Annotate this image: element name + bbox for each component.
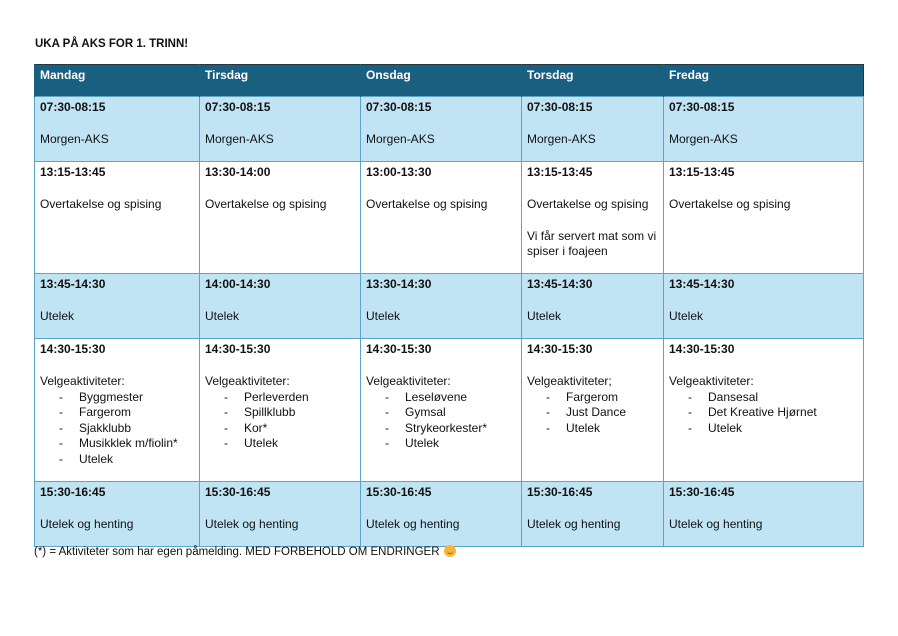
activity-label: Velgeaktiviteter; xyxy=(527,374,612,388)
table-row-elective-activities xyxy=(35,339,864,482)
list-item: - Sjakklubb xyxy=(40,421,194,437)
time-slot: 14:00-14:30 xyxy=(205,277,271,291)
time-slot: 07:30-08:15 xyxy=(669,100,735,114)
time-slot: 14:30-15:30 xyxy=(669,342,735,356)
time-slot: 13:45-14:30 xyxy=(527,277,593,291)
schedule-cell xyxy=(200,162,361,274)
activity-label: Utelek og henting xyxy=(40,517,134,531)
time-slot: 14:30-15:30 xyxy=(366,342,432,356)
list-item: - Utelek xyxy=(669,421,858,437)
list-item: - Leseløvene xyxy=(366,390,516,406)
schedule-cell xyxy=(361,274,522,339)
schedule-cell xyxy=(361,339,522,482)
lunch-note: Vi får servert mat som vi spiser i foajeen xyxy=(527,228,657,258)
day-header-wednesday: Onsdag xyxy=(361,65,522,97)
schedule-cell xyxy=(35,97,200,162)
day-header-friday: Fredag xyxy=(664,65,864,97)
activity-label: Utelek og henting xyxy=(669,517,763,531)
schedule-cell xyxy=(35,274,200,339)
activity-label: Velgeaktiviteter: xyxy=(366,374,451,388)
footnote-text: (*) = Aktiviteter som har egen påmelding. MED FORBEHOLD OM ENDRINGER xyxy=(34,546,440,558)
time-slot: 13:15-13:45 xyxy=(527,165,593,179)
activity-list xyxy=(669,390,858,437)
schedule-cell xyxy=(35,482,200,547)
schedule-cell xyxy=(522,97,664,162)
activity-label: Utelek og henting xyxy=(366,517,460,531)
list-item: - Perleverden xyxy=(205,390,355,406)
table-row-pickup xyxy=(35,482,864,547)
list-item: - Spillklubb xyxy=(205,405,355,421)
activity-label: Utelek xyxy=(527,309,562,323)
time-slot: 15:30-16:45 xyxy=(669,485,735,499)
list-item: - Kor* xyxy=(205,421,355,437)
time-slot: 15:30-16:45 xyxy=(40,485,106,499)
schedule-cell xyxy=(35,339,200,482)
list-item: - Musikklek m/fiolin* xyxy=(40,436,194,452)
smiling-face-icon xyxy=(444,545,456,557)
time-slot: 15:30-16:45 xyxy=(205,485,271,499)
time-slot: 07:30-08:15 xyxy=(205,100,271,114)
time-slot: 13:30-14:30 xyxy=(366,277,432,291)
schedule-cell xyxy=(664,482,864,547)
time-slot: 14:30-15:30 xyxy=(205,342,271,356)
schedule-cell xyxy=(200,482,361,547)
activity-label: Overtakelse og spising xyxy=(40,197,162,211)
list-item: - Fargerom xyxy=(40,405,194,421)
list-item: - Gymsal xyxy=(366,405,516,421)
activity-label: Overtakelse og spising xyxy=(205,197,327,211)
schedule-cell xyxy=(522,339,664,482)
time-slot: 07:30-08:15 xyxy=(527,100,593,114)
list-item: - Det Kreative Hjørnet xyxy=(669,405,858,421)
time-slot: 07:30-08:15 xyxy=(40,100,106,114)
time-slot: 13:45-14:30 xyxy=(669,277,735,291)
activity-label: Morgen-AKS xyxy=(527,132,596,146)
list-item: - Strykeorkester* xyxy=(366,421,516,437)
schedule-cell xyxy=(664,274,864,339)
list-item: - Dansesal xyxy=(669,390,858,406)
time-slot: 13:30-14:00 xyxy=(205,165,271,179)
list-item: - Byggmester xyxy=(40,390,194,406)
schedule-cell xyxy=(361,162,522,274)
activity-label: Morgen-AKS xyxy=(40,132,109,146)
schedule-cell xyxy=(200,339,361,482)
activity-label: Morgen-AKS xyxy=(669,132,738,146)
schedule-cell xyxy=(522,482,664,547)
activity-label: Utelek og henting xyxy=(527,517,621,531)
time-slot: 07:30-08:15 xyxy=(366,100,432,114)
activity-label: Utelek xyxy=(669,309,704,323)
activity-label: Velgeaktiviteter: xyxy=(40,374,125,388)
activity-label: Utelek og henting xyxy=(205,517,299,531)
activity-label: Overtakelse og spising xyxy=(527,197,649,211)
list-item: - Fargerom xyxy=(527,390,658,406)
day-header-tuesday: Tirsdag xyxy=(200,65,361,97)
activity-list xyxy=(527,390,658,437)
list-item: - Just Dance xyxy=(527,405,658,421)
time-slot: 15:30-16:45 xyxy=(527,485,593,499)
schedule-cell xyxy=(664,97,864,162)
page-title: UKA PÅ AKS FOR 1. TRINN! xyxy=(35,38,189,50)
schedule-cell xyxy=(361,97,522,162)
schedule-cell xyxy=(35,162,200,274)
time-slot: 13:45-14:30 xyxy=(40,277,106,291)
activity-label: Morgen-AKS xyxy=(366,132,435,146)
schedule-cell xyxy=(664,162,864,274)
table-row-lunch xyxy=(35,162,864,274)
list-item: - Utelek xyxy=(205,436,355,452)
activity-label: Utelek xyxy=(205,309,240,323)
time-slot: 13:15-13:45 xyxy=(40,165,106,179)
activity-list xyxy=(366,390,516,452)
time-slot: 14:30-15:30 xyxy=(40,342,106,356)
schedule-cell xyxy=(200,97,361,162)
activity-list xyxy=(40,390,194,468)
list-item: - Utelek xyxy=(366,436,516,452)
schedule-cell xyxy=(361,482,522,547)
time-slot: 14:30-15:30 xyxy=(527,342,593,356)
activity-label: Velgeaktiviteter: xyxy=(205,374,290,388)
schedule-cell xyxy=(522,274,664,339)
activity-label: Overtakelse og spising xyxy=(669,197,791,211)
activity-label: Velgeaktiviteter: xyxy=(669,374,754,388)
activity-list xyxy=(205,390,355,452)
table-row-outdoor-play xyxy=(35,274,864,339)
day-header-monday: Mandag xyxy=(35,65,200,97)
activity-label: Utelek xyxy=(366,309,401,323)
list-item: - Utelek xyxy=(527,421,658,437)
activity-label: Utelek xyxy=(40,309,75,323)
schedule-cell xyxy=(200,274,361,339)
schedule-cell xyxy=(522,162,664,274)
time-slot: 13:00-13:30 xyxy=(366,165,432,179)
header-row xyxy=(35,65,864,97)
table-row-morning xyxy=(35,97,864,162)
time-slot: 15:30-16:45 xyxy=(366,485,432,499)
schedule-cell xyxy=(664,339,864,482)
footnote xyxy=(34,545,456,558)
list-item: - Utelek xyxy=(40,452,194,468)
time-slot: 13:15-13:45 xyxy=(669,165,735,179)
day-header-thursday: Torsdag xyxy=(522,65,664,97)
activity-label: Overtakelse og spising xyxy=(366,197,488,211)
activity-label: Morgen-AKS xyxy=(205,132,274,146)
weekly-schedule-table xyxy=(34,64,864,547)
